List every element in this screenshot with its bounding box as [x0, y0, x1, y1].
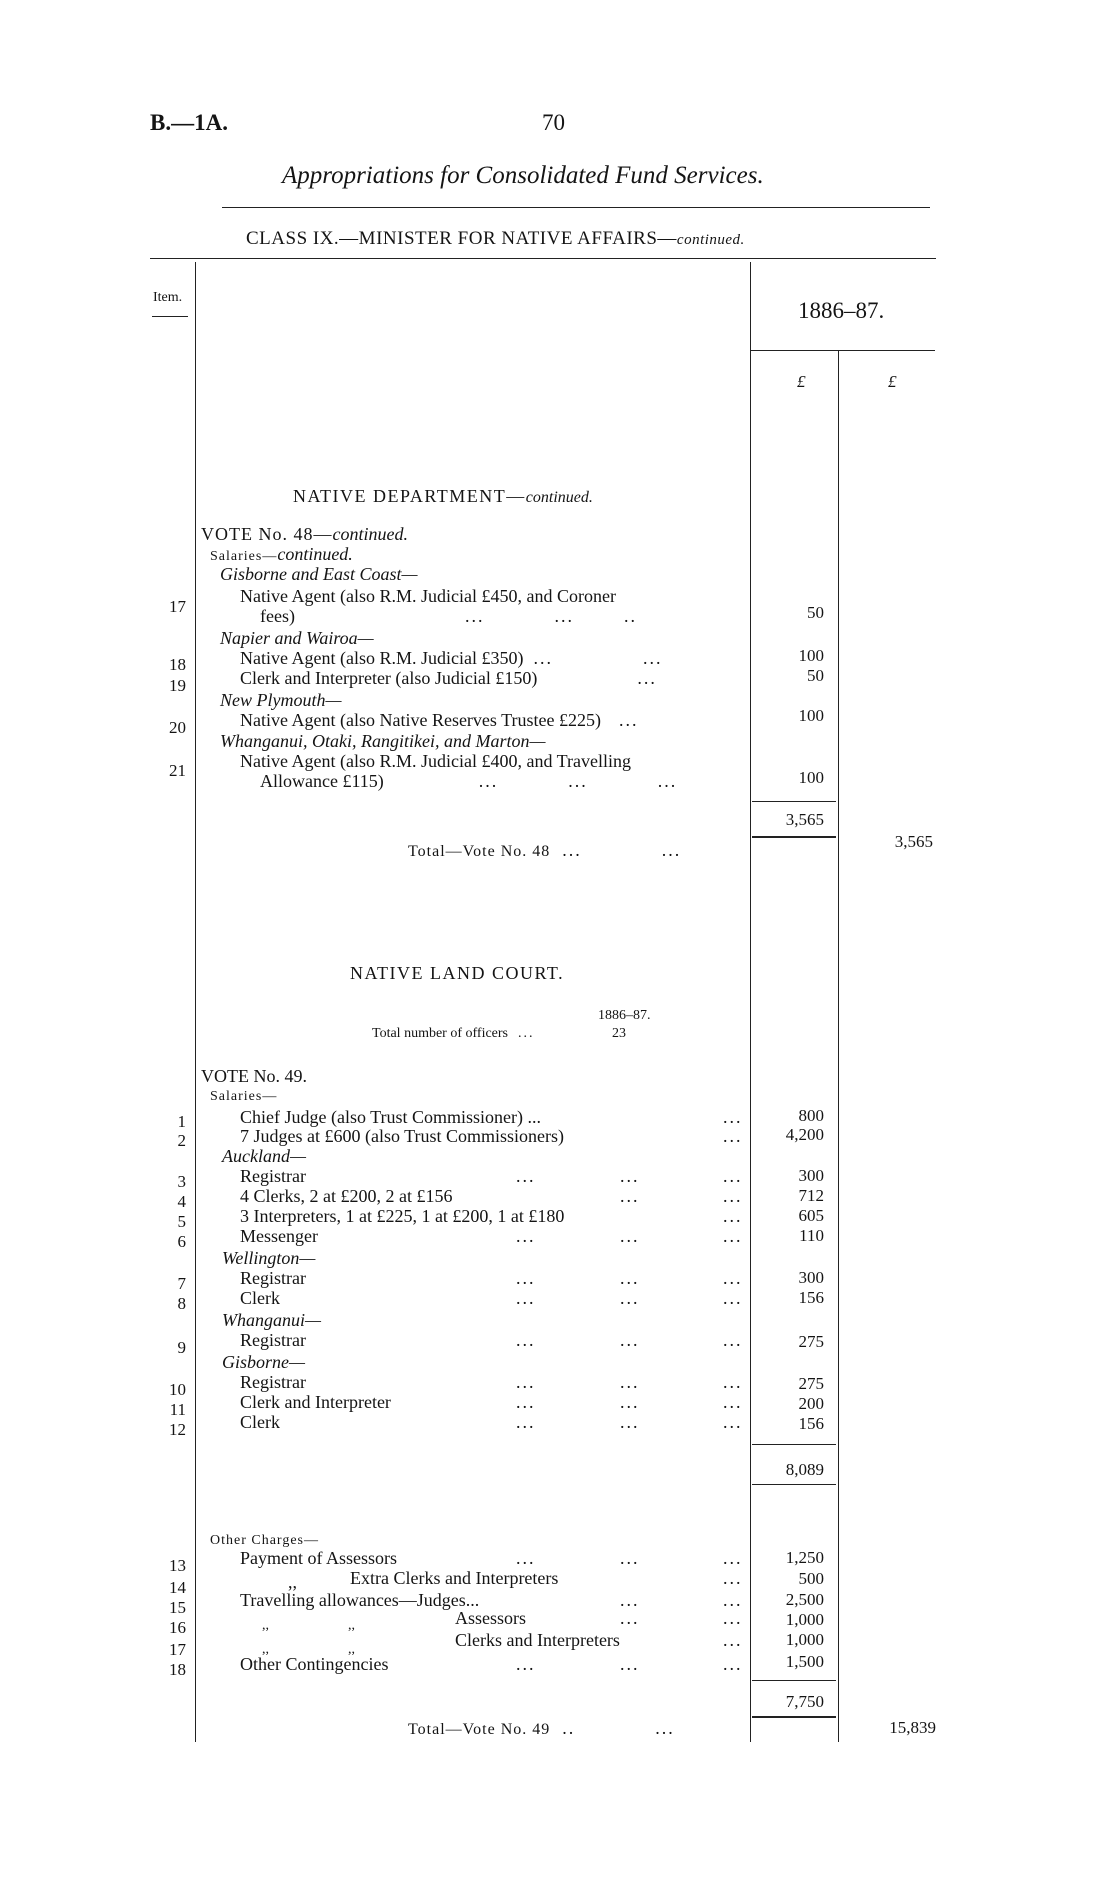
item-number: 16 [169, 1618, 186, 1637]
pound-sign-header: £ [888, 372, 897, 391]
inner-amount-column-line [838, 350, 839, 1742]
item-label: fees) ... ... .. [260, 606, 637, 626]
item-number: 17 [169, 597, 186, 616]
item-amount: 712 [798, 1186, 824, 1205]
item-number: 18 [169, 655, 186, 674]
ditto-mark: ,, [262, 1618, 269, 1633]
item-number: 18 [169, 1660, 186, 1679]
item-label: Clerk [240, 1288, 280, 1308]
group-label: Gisborne— [222, 1352, 306, 1372]
item-header-rule [152, 316, 188, 317]
leader-dots: ... [516, 1654, 536, 1674]
leader-dots: ... [723, 1186, 743, 1206]
item-label: Registrar [240, 1330, 306, 1350]
group-label: Napier and Wairoa— [220, 628, 374, 648]
item-label: Assessors [455, 1608, 527, 1628]
item-amount: 275 [798, 1374, 824, 1393]
item-label: Clerk [240, 1412, 280, 1432]
item-number: 9 [177, 1338, 186, 1357]
leader-dots: ... [723, 1226, 743, 1246]
item-number: 11 [169, 1400, 186, 1419]
item-number: 13 [169, 1556, 186, 1575]
item-number: 19 [169, 676, 186, 695]
item-amount: 110 [799, 1226, 824, 1245]
item-label: Other Contingencies [240, 1654, 389, 1674]
item-label: Clerk and Interpreter [240, 1392, 391, 1412]
item-label: Clerk and Interpreter (also Judicial £150) ... [240, 668, 657, 688]
leader-dots: ... [723, 1654, 743, 1674]
item-amount: 800 [798, 1106, 824, 1125]
leader-dots: ... [723, 1412, 743, 1432]
ditto-mark: ,, [348, 1642, 355, 1657]
item-number: 7 [177, 1274, 186, 1293]
item-amount: 200 [798, 1394, 824, 1413]
item-amount: 1,500 [785, 1652, 824, 1671]
item-label: Allowance £115) ... ... ... [260, 771, 678, 791]
item-amount: 275 [798, 1332, 824, 1351]
item-amount: 1,000 [785, 1630, 824, 1649]
officers-year: 1886–87. [598, 1008, 651, 1023]
leader-dots: ... [723, 1608, 743, 1628]
leader-dots: ... [723, 1330, 743, 1350]
item-amount: 300 [798, 1166, 824, 1185]
section-heading: NATIVE LAND COURT. [350, 963, 565, 983]
leader-dots: ... [620, 1654, 640, 1674]
item-label: Native Agent (also R.M. Judicial £400, and Travelling [240, 751, 631, 771]
item-label: Chief Judge (also Trust Commissioner) ... [240, 1107, 542, 1127]
salaries-label: Salaries—continued. [210, 544, 353, 564]
leader-dots: ... [516, 1392, 536, 1412]
leader-dots: ... [516, 1548, 536, 1568]
item-number: 6 [177, 1232, 186, 1251]
subtotal-rule [752, 801, 836, 802]
leader-dots: ... [620, 1288, 640, 1308]
vote-label: VOTE No. 48—continued. [201, 524, 408, 544]
ditto-mark: ,, [288, 1572, 297, 1592]
ditto-mark: ,, [262, 1642, 269, 1657]
item-amount: 1,250 [785, 1548, 824, 1567]
leader-dots: ... [516, 1268, 536, 1288]
leader-dots: ... [723, 1548, 743, 1568]
leader-dots: ... [723, 1372, 743, 1392]
item-number: 14 [169, 1578, 186, 1597]
title-rule [222, 207, 930, 208]
item-label: 7 Judges at £600 (also Trust Commissioners) [240, 1126, 565, 1146]
leader-dots: ... [723, 1568, 743, 1588]
leader-dots: ... [620, 1330, 640, 1350]
item-label: Registrar [240, 1372, 306, 1392]
item-number: 8 [177, 1294, 186, 1313]
item-amount: 50 [807, 603, 824, 622]
item-number: 4 [177, 1192, 186, 1211]
leader-dots: ... [620, 1392, 640, 1412]
item-amount: 605 [798, 1206, 824, 1225]
item-label: Messenger [240, 1226, 318, 1246]
section-heading: NATIVE DEPARTMENT—continued. [293, 486, 593, 506]
item-number: 15 [169, 1598, 186, 1617]
salaries-label: Salaries— [210, 1089, 278, 1104]
group-label: Wellington— [222, 1248, 316, 1268]
group-label: New Plymouth— [220, 690, 342, 710]
vote-total: 15,839 [889, 1718, 936, 1737]
item-label: Payment of Assessors [240, 1548, 397, 1568]
item-label: 4 Clerks, 2 at £200, 2 at £156 [240, 1186, 453, 1206]
leader-dots: ... [516, 1226, 536, 1246]
leader-dots: ... [723, 1206, 743, 1226]
item-column-line [195, 262, 196, 1742]
leader-dots: ... [516, 1330, 536, 1350]
leader-dots: ... [516, 1288, 536, 1308]
item-label: Registrar [240, 1166, 306, 1186]
item-label: Registrar [240, 1268, 306, 1288]
group-label: Whanganui— [222, 1310, 321, 1330]
other-charges-label: Other Charges— [210, 1533, 319, 1548]
ditto-mark: ,, [348, 1618, 355, 1633]
item-number: 1 [177, 1112, 186, 1131]
class-title: CLASS IX.—MINISTER FOR NATIVE AFFAIRS—continued. [246, 228, 745, 249]
item-label: Native Agent (also R.M. Judicial £350) ... ... [240, 648, 663, 668]
vote-total: 3,565 [894, 832, 933, 851]
leader-dots: ... [620, 1608, 640, 1628]
vote-total-label: Total—Vote No. 48 ... ... [408, 840, 682, 860]
total-rule [752, 836, 836, 838]
salaries-subtotal: 8,089 [785, 1460, 824, 1479]
item-label: Travelling allowances—Judges... [240, 1590, 480, 1610]
item-amount: 1,000 [785, 1610, 824, 1629]
subtotal-rule [752, 1484, 836, 1485]
leader-dots: ... [723, 1166, 743, 1186]
leader-dots: ... [620, 1372, 640, 1392]
leader-dots: ... [516, 1412, 536, 1432]
item-number: 10 [169, 1380, 186, 1399]
item-amount: 100 [798, 768, 824, 787]
leader-dots: ... [723, 1630, 743, 1650]
leader-dots: ... [620, 1412, 640, 1432]
vote-total-label: Total—Vote No. 49 .. ... [408, 1718, 675, 1738]
subtotal-rule [752, 1444, 836, 1445]
group-label: Auckland— [222, 1146, 306, 1166]
item-amount: 50 [807, 666, 824, 685]
item-amount: 4,200 [785, 1125, 824, 1144]
item-label: Native Agent (also Native Reserves Trustee £225) ... [240, 710, 639, 730]
item-amount: 2,500 [785, 1590, 824, 1609]
leader-dots: ... [620, 1226, 640, 1246]
item-amount: 500 [798, 1569, 824, 1588]
leader-dots: ... [723, 1392, 743, 1412]
leader-dots: ... [723, 1590, 743, 1610]
item-number: 2 [177, 1131, 186, 1150]
subtotal-rule [752, 1680, 836, 1681]
leader-dots: ... [620, 1590, 640, 1610]
leader-dots: ... [620, 1268, 640, 1288]
item-number: 5 [177, 1212, 186, 1231]
vote-subtotal: 3,565 [785, 810, 824, 829]
leader-dots: ... [620, 1166, 640, 1186]
year-header-rule [750, 350, 935, 351]
leader-dots: ... [723, 1268, 743, 1288]
item-amount: 156 [798, 1414, 824, 1433]
item-amount: 100 [798, 646, 824, 665]
year-column-header: 1886–87. [798, 298, 885, 323]
leader-dots: ... [723, 1107, 743, 1127]
officers-label: Total number of officers ... [372, 1026, 535, 1041]
leader-dots: ... [620, 1548, 640, 1568]
amount-column-line [750, 262, 751, 1742]
item-label: 3 Interpreters, 1 at £225, 1 at £200, 1 at £180 [240, 1206, 565, 1226]
leader-dots: ... [620, 1186, 640, 1206]
item-number: 17 [169, 1640, 186, 1659]
pound-sign-header: £ [797, 372, 806, 391]
page-number: 70 [542, 110, 565, 135]
leader-dots: ... [723, 1288, 743, 1308]
item-number: 3 [177, 1172, 186, 1191]
item-amount: 300 [798, 1268, 824, 1287]
item-amount: 100 [798, 706, 824, 725]
item-number: 21 [169, 761, 186, 780]
item-column-header: Item. [153, 290, 183, 305]
item-number: 12 [169, 1420, 186, 1439]
item-amount: 156 [798, 1288, 824, 1307]
item-label: Extra Clerks and Interpreters [350, 1568, 559, 1588]
leader-dots: ... [516, 1166, 536, 1186]
document-reference: B.—1A. [150, 110, 228, 135]
total-rule [752, 1716, 836, 1718]
item-number: 20 [169, 718, 186, 737]
item-label: Clerks and Interpreters [455, 1630, 620, 1650]
table-top-rule [150, 258, 936, 259]
leader-dots: ... [516, 1372, 536, 1392]
officers-count: 23 [612, 1026, 626, 1041]
item-label: Native Agent (also R.M. Judicial £450, and Coroner [240, 586, 616, 606]
leader-dots: ... [723, 1126, 743, 1146]
group-label: Whanganui, Otaki, Rangitikei, and Marton— [220, 731, 546, 751]
page-title: Appropriations for Consolidated Fund Services. [282, 162, 764, 189]
group-label: Gisborne and East Coast— [220, 564, 418, 584]
other-charges-subtotal: 7,750 [785, 1692, 824, 1711]
vote-label: VOTE No. 49. [201, 1066, 307, 1086]
